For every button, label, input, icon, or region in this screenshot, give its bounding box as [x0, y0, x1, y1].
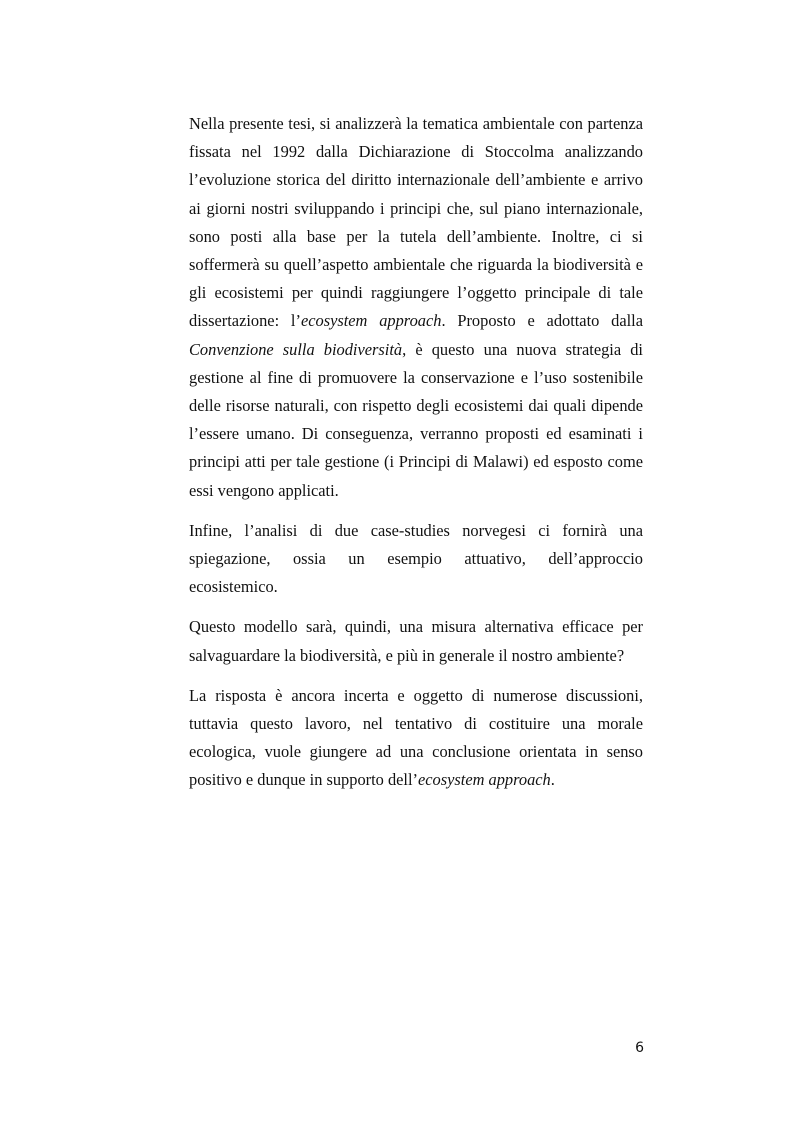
paragraph-3	[189, 613, 643, 669]
paragraph-1-segment-3: . Proposto e adottato dalla	[441, 311, 644, 331]
paragraph-4-segment-1: La risposta è ancora incerta e oggetto di numerose discussioni, tuttavia questo lavoro, nel tentativo di costituire una morale ecologica, vuole giungere ad una conclusione orientata in senso positivo e dunque in supporto dell’	[189, 685, 643, 790]
paragraph-4	[189, 682, 643, 795]
paragraph-1-segment-1: Nella presente tesi, si analizzerà la tematica ambientale con partenza fissata nel 1992 dalla Dichiarazione di Stoccolma analizzando l’evoluzione storica del diritto internazionale dell’ambiente e arrivo ai giorni nostri sviluppando i principi che, sul piano internazionale, sono posti alla base per la tutela dell’ambiente. Inoltre, ci si soffermerà su quell’aspetto ambientale che riguarda la biodiversità e gli ecosistemi per quindi raggiungere l’oggetto principale di tale dissertazione: l’	[189, 114, 643, 331]
page-number: 6	[635, 1040, 644, 1056]
body-text	[189, 110, 643, 807]
paragraph-1-segment-5: , è questo una nuova strategia di gestione al fine di promuovere la conservazione e l’uso sostenibile delle risorse naturali, con rispetto degli ecosistemi dai quali dipende l’essere umano. Di conseguenza, verranno proposti ed esaminati i principi atti per tale gestione (i Principi di Malawi) ed esposto come essi vengono applicati.	[189, 339, 643, 500]
paragraph-4-segment-2-italic: ecosystem approach	[418, 770, 551, 790]
paragraph-4-segment-3: .	[550, 770, 555, 790]
paragraph-3-segment-1: Questo modello sarà, quindi, una misura alternativa efficace per salvaguardare la biodiversità, e più in generale il nostro ambiente?	[189, 617, 643, 665]
paragraph-1	[189, 110, 643, 505]
paragraph-2	[189, 517, 643, 602]
paragraph-1-segment-2-italic: ecosystem approach	[300, 311, 442, 331]
paragraph-2-segment-1: Infine, l’analisi di due case-studies norvegesi ci fornirà una spiegazione, ossia un esempio attuativo, dell’approccio ecosistemico.	[189, 520, 643, 597]
paragraph-1-segment-4-italic: Convenzione sulla biodiversità	[189, 339, 403, 359]
